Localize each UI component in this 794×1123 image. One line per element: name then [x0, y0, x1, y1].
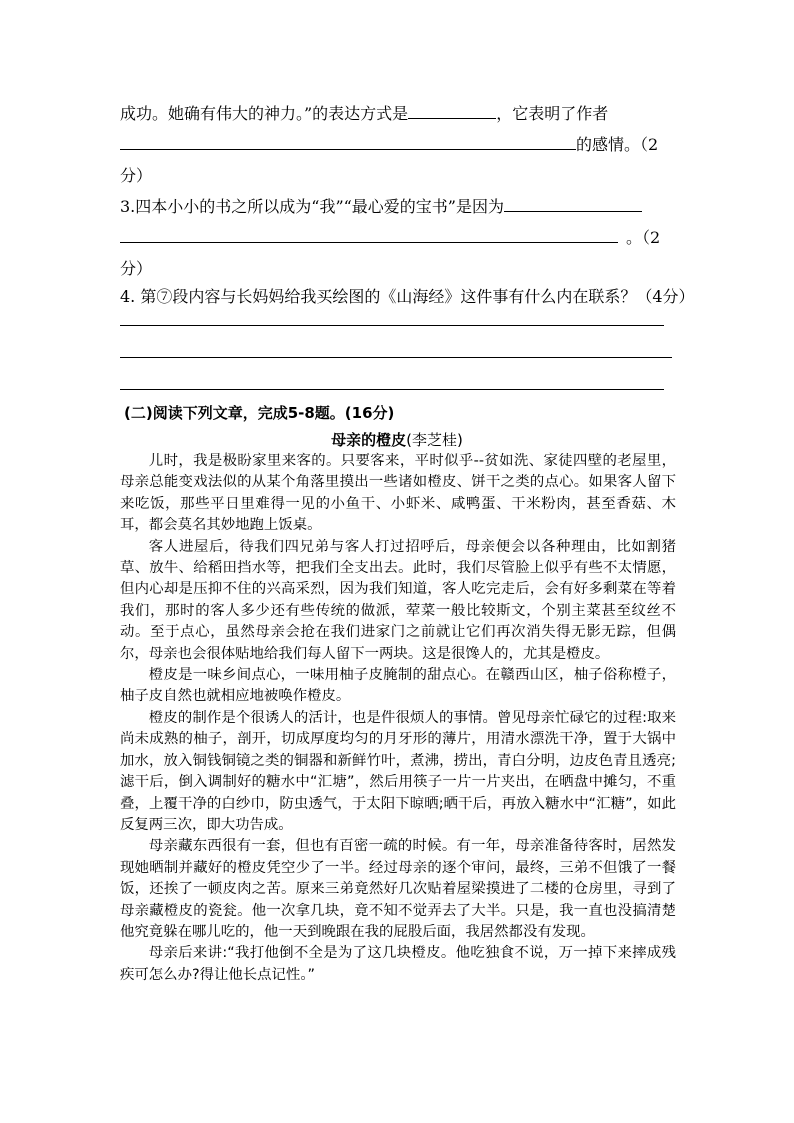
answer-blank-3a[interactable] [504, 197, 642, 212]
article-author: (李芝桂) [406, 431, 463, 449]
article-title-text: 母亲的橙皮 [331, 431, 407, 449]
paragraph: 橙皮的制作是个很诱人的活计，也是件很烦人的事情。曾见母亲忙碌它的过程:取来尚未成熟的柚子，剖开，切成厚度均匀的月牙形的薄片，用清水漂洗干净，置于大锅中加水，放入铜钱铜镜之类的铜器和新鲜竹叶，煮沸，捞出，青白分明，边皮色青且透亮;滤干后，倒入调制好的糖水中“汇塘”，然后用筷子一片一片夹出，在晒盘中摊匀，不重叠，上覆干净的白纱巾，防虫透气，于太阳下晾晒;晒干后，再放入糖水中“汇糖”，如此反复两三次，即大功告成。 [120, 709, 676, 833]
question-2-text: 成功。她确有伟大的神力。”的表达方式是 [120, 104, 409, 123]
question-2-suffix: 的感情。（2 [576, 135, 659, 154]
section-heading: (二)阅读下列文章，完成5-8题。(16分) [124, 404, 395, 422]
question-3-suffix: 。（2 [626, 228, 661, 247]
paragraph: 客人进屋后，待我们四兄弟与客人打过招呼后，母亲便会以各种理由，比如割猪草、放牛、给稻田挡水等，把我们全支出去。此时，我们尽管脸上似乎有些不太情愿，但内心却是压抑不住的兴高采烈，因为我们知道，客人吃完走后，会有好多剩菜在等着我们，那时的客人多少还有些传统的做派，荤菜一般比较斯文，个别主菜甚至纹丝不动。至于点心，虽然母亲会抢在我们进家门之前就让它们再次消失得无影无踪，但偶尔，母亲也会很体贴地给我们每人留下一两块。这是很馋人的，尤其是橙皮。 [120, 538, 676, 662]
paragraph: 橙皮是一味乡间点心，一味用柚子皮腌制的甜点心。在赣西山区，柚子俗称橙子，柚子皮自然也就相应地被唤作橙皮。 [120, 667, 676, 705]
question-4-text: 4. 第⑦段内容与长妈妈给我买绘图的《山海经》这件事有什么内在联系？（4分） [120, 287, 695, 306]
paragraph: 母亲后来讲:“我打他倒不全是为了这几块橙皮。他吃独食不说，万一掉下来摔成残疾可怎么办?得让他长点记性。” [120, 945, 676, 983]
question-3-line-2 [120, 228, 660, 248]
question-3-text: 3.四本小小的书之所以成为“我”“最心爱的宝书”是因为 [120, 197, 504, 216]
answer-line-4a[interactable] [120, 325, 664, 326]
question-2-line-2 [120, 135, 658, 155]
article-title [0, 429, 794, 450]
question-3-line-1 [120, 197, 642, 217]
answer-line-4c[interactable] [120, 389, 664, 390]
question-2-line-1 [120, 104, 608, 124]
paragraph: 儿时，我是极盼家里来客的。只要客来，平时似乎--贫如洗、家徒四壁的老屋里，母亲总能变戏法似的从某个角落里摸出一些诸如橙皮、饼干之类的点心。如果客人留下来吃饭，那些平日里难得一见的小鱼干、小虾米、咸鸭蛋、干米粉肉，甚至香菇、木耳，都会莫名其妙地跑上饭桌。 [120, 453, 676, 534]
question-2-text-after: ，它表明了作者 [496, 104, 609, 123]
answer-blank-2a[interactable] [408, 104, 496, 119]
question-3-score: 分） [120, 259, 153, 278]
answer-blank-3b[interactable] [120, 228, 618, 243]
article-body [120, 451, 676, 986]
question-2-score: 分） [120, 166, 153, 185]
answer-blank-2b[interactable] [120, 135, 576, 150]
answer-line-4b[interactable] [120, 357, 672, 358]
paragraph: 母亲藏东西很有一套，但也有百密一疏的时候。有一年，母亲准备待客时，居然发现她晒制并藏好的橙皮凭空少了一半。经过母亲的逐个审问，最终，三弟不但饿了一餐饭，还挨了一顿皮肉之苦。原来三弟竟然好几次贴着屋梁摸进了二楼的仓房里，寻到了母亲藏橙皮的瓷瓮。他一次拿几块，竟不知不觉弄去了大半。只是，我一直也没搞清楚他究竟躲在哪儿吃的，他一天到晚跟在我的屁股后面，我居然都没有发现。 [120, 838, 676, 940]
